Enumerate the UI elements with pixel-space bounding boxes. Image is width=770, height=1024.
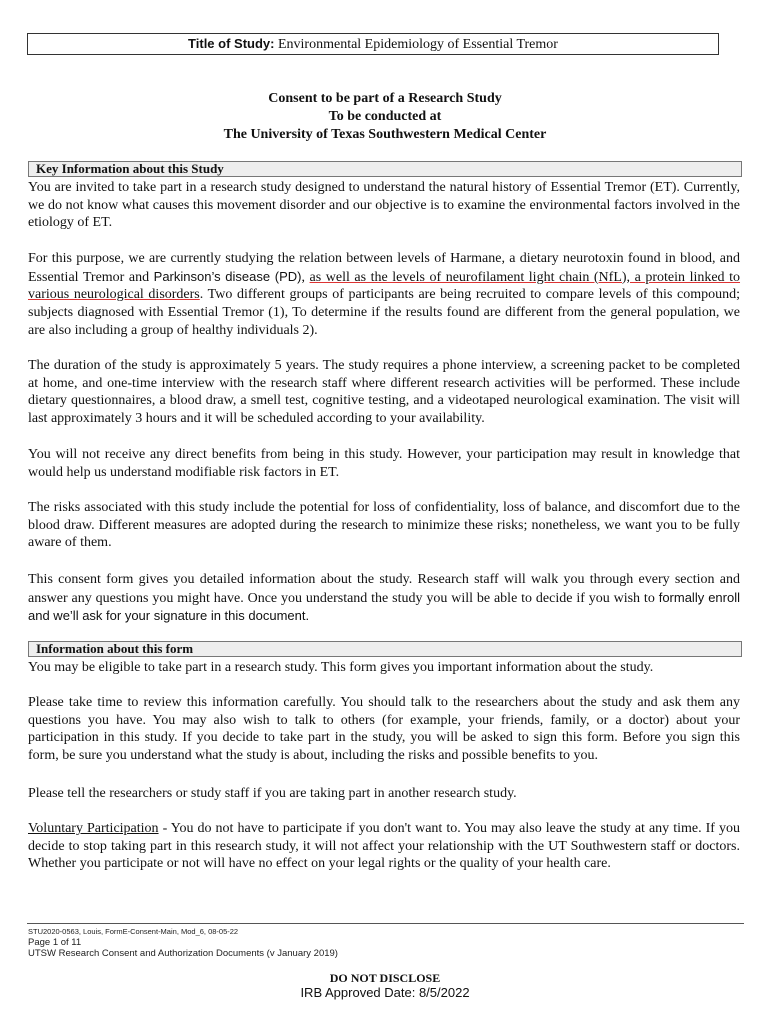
key-info-paragraph-5: The risks associated with this study include the potential for loss of confidentiality, loss of balance, and discomfort due to the blood draw. Different measures are adopted during the research to minimize these risks; nonetheless, we want you to be fully aware of them. [28, 500, 740, 551]
nfl-tracked-change: as well as the levels of neurofilament light chain (NfL), a protein linked to various neurological disorders [28, 269, 741, 303]
p2-text-e: . Two different groups of participants are being recruited to compare levels of this compound; subjects diagnosed with Essential Tremor (1), To determine if the results found are different from the general population, we are also including a group of healthy individuals 2). [28, 287, 741, 338]
key-info-section-header: Key Information about this Study [28, 161, 742, 177]
irb-approved-date: IRB Approved Date: 8/5/2022 [300, 985, 470, 1000]
enroll-signature-text: formally enroll and we’ll ask for your signature in this document. [28, 589, 740, 624]
footer-document-title: UTSW Research Consent and Authorization Documents (v January 2019) [28, 948, 338, 959]
key-info-paragraph-4: You will not receive any direct benefits from being in this study. However, your participation may result in knowledge that would help us understand modifiable risk factors in ET. [28, 447, 740, 480]
p6-text-a: This consent form gives you detailed information about the study. Research staff will walk you through every section and answer any questions you might have. Once you understand the study you will be able to decide if you wish to [28, 572, 740, 606]
footer-divider [27, 923, 744, 924]
do-not-disclose-label: DO NOT DISCLOSE [329, 971, 441, 985]
voluntary-participation-text: - You do not have to participate if you don't want to. You may also leave the study at any time. If you decide to stop taking part in this research study, it will not affect your relationship with the UT Southwestern staff or doctors. Whether you participate or not will have no effect on your legal rights or the quality of your health care. [28, 821, 741, 872]
key-info-paragraph-6 [28, 571, 740, 626]
info-form-paragraph-3: Please tell the researchers or study staff if you are taking part in another research study. [28, 786, 517, 801]
info-form-paragraph-1: You may be eligible to take part in a research study. This form gives you important information about the study. [28, 660, 654, 675]
key-info-paragraph-3: The duration of the study is approximately 5 years. The study requires a phone interview, a screening packet to be completed at home, and one-time interview with the research staff where different research activities will be performed. These include dietary questionnaires, a blood draw, a smell test, cognitive testing, and a videotaped neurological examination. The visit will last approximately 3 hours and it will be scheduled according to your availability. [28, 358, 740, 427]
footer-page-number: Page 1 of 11 [28, 937, 82, 948]
info-form-paragraph-2: Please take time to review this information carefully. You should talk to the researchers about the study and ask them any questions you have. You may also wish to talk to others (for example, your friends, family, or a doctor) about your participation in this study. If you decide to take part in the study, you will be asked to sign this form. Before you sign this form, be sure you understand what the study is about, including the risks and possible benefits to you. [28, 695, 740, 764]
footer-form-id: STU2020-0563, Louis, FormE-Consent-Main, Mod_6, 08-05-22 [28, 927, 239, 936]
institution-heading: The University of Texas Southwestern Medical Center [223, 127, 547, 142]
title-of-study-box [27, 33, 719, 55]
key-info-paragraph-2 [28, 250, 740, 340]
info-form-section-header: Information about this form [28, 641, 742, 657]
voluntary-participation-label: Voluntary Participation [28, 821, 159, 836]
title-label: Title of Study: [188, 36, 275, 51]
p2-text-a: For this purpose, we are currently studying the relation between levels of Harmane, a dietary neurotoxin found in blood, and Essential Tremor and [28, 251, 740, 285]
p2-text-c: , [301, 269, 310, 285]
key-info-paragraph-1: You are invited to take part in a research study designed to understand the natural history of Essential Tremor (ET). Currently, we do not know what causes this movement disorder and our objective is to examine the environmental factors involved in the etiology of ET. [28, 180, 740, 231]
conducted-at-heading: To be conducted at [328, 109, 442, 124]
study-title: Environmental Epidemiology of Essential Tremor [277, 37, 558, 52]
voluntary-participation-paragraph [28, 820, 740, 873]
consent-heading: Consent to be part of a Research Study [268, 91, 502, 106]
pd-term: Parkinson’s disease (PD) [153, 268, 302, 284]
